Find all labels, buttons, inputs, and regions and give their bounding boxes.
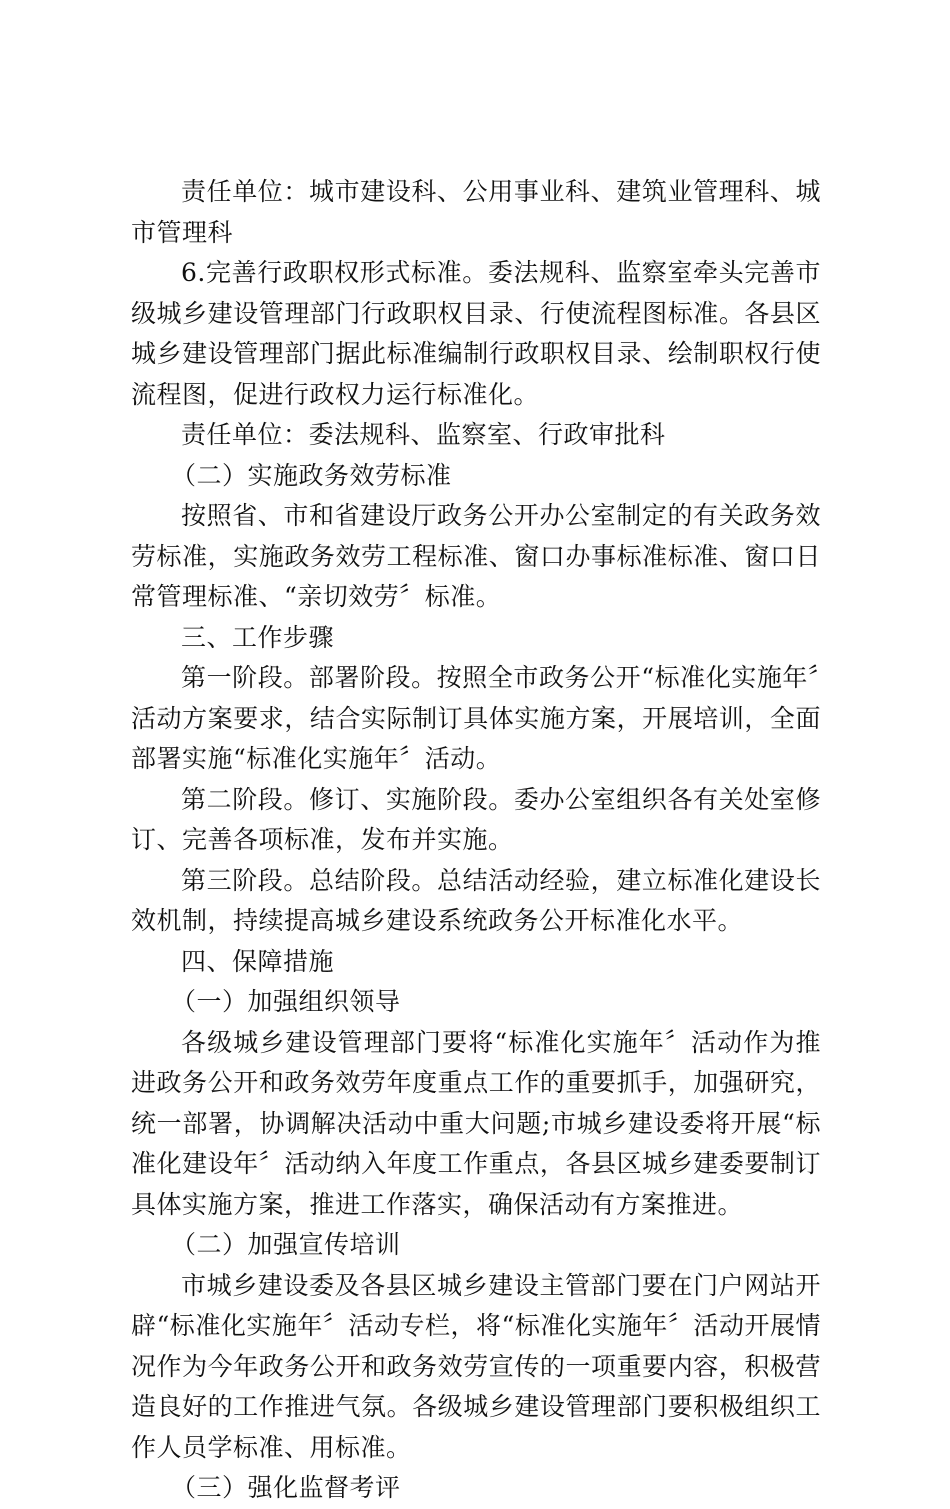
- responsible-units-paragraph: 责任单位：委法规科、监察室、行政审批科: [181, 420, 666, 449]
- body-paragraph: 第三阶段。总结阶段。总结活动经验，建立标准化建设长效机制，持续提高城乡建设系统政务公开标准化水平。: [131, 865, 821, 935]
- subsection-heading: （三）强化监督考评: [171, 1473, 401, 1502]
- section-heading: 三、工作步骤: [181, 622, 335, 652]
- responsible-units-paragraph: 责任单位：城市建设科、公用事业科、建筑业管理科、城市管理科: [131, 177, 821, 247]
- subsection-heading: （二）实施政务效劳标准: [171, 460, 452, 490]
- body-paragraph: 按照省、市和省建设厅政务公开办公室制定的有关政务效劳标准，实施政务效劳工程标准、窗口办事标准标准、窗口日常管理标准、“亲切效劳〞标准。: [131, 501, 821, 611]
- item-6-paragraph: 6.完善行政职权形式标准。委法规科、监察室牵头完善市级城乡建设管理部门行政职权目录、行使流程图标准。各县区城乡建设管理部门据此标准编制行政职权目录、绘制职权行使流程图，促进行政权力运行标准化。: [131, 258, 821, 409]
- section-heading: 四、保障措施: [181, 946, 335, 976]
- body-paragraph: 各级城乡建设管理部门要将“标准化实施年〞活动作为推进政务公开和政务效劳年度重点工作的重要抓手，加强研究，统一部署，协调解决活动中重大问题;市城乡建设委将开展“标准化建设年〞活动纳入年度工作重点，各县区城乡建委要制订具体实施方案，推进工作落实，确保活动有方案推进。: [131, 1027, 821, 1219]
- body-paragraph: 第二阶段。修订、实施阶段。委办公室组织各有关处室修订、完善各项标准，发布并实施。: [131, 784, 821, 854]
- subsection-heading: （二）加强宣传培训: [171, 1230, 401, 1259]
- document-body: [131, 172, 821, 1509]
- body-paragraph: 第一阶段。部署阶段。按照全市政务公开“标准化实施年〞活动方案要求，结合实际制订具体实施方案，开展培训，全面部署实施“标准化实施年〞活动。: [131, 663, 821, 773]
- subsection-heading: （一）加强组织领导: [171, 987, 401, 1016]
- body-paragraph: 市城乡建设委及各县区城乡建设主管部门要在门户网站开辟“标准化实施年〞活动专栏，将“标准化实施年〞活动开展情况作为今年政务公开和政务效劳宣传的一项重要内容，积极营造良好的工作推进气氛。各级城乡建设管理部门要积极组织工作人员学标准、用标准。: [131, 1270, 821, 1462]
